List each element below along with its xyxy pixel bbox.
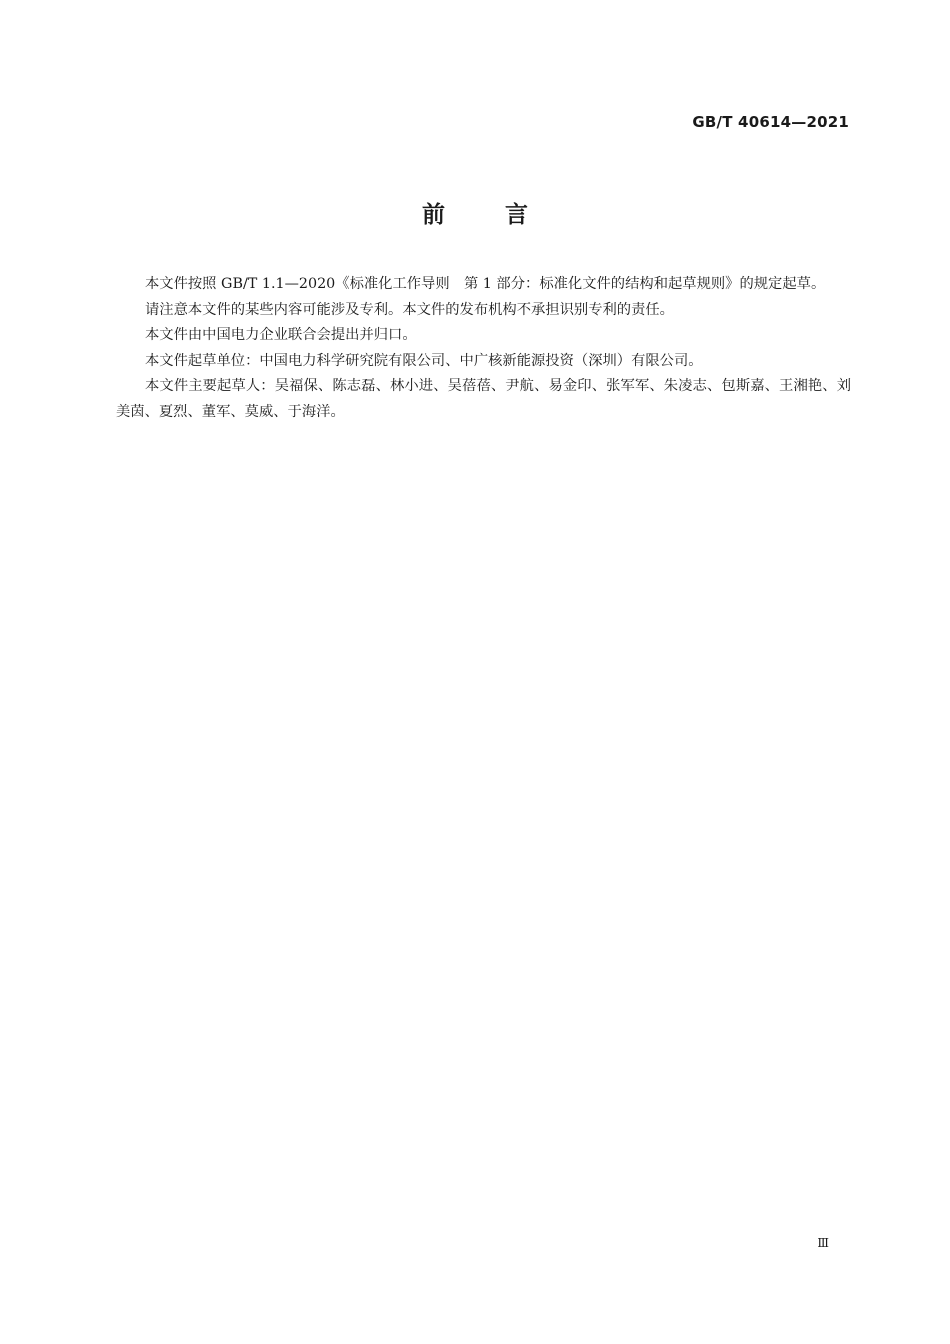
paragraph-drafting-rules: 本文件按照 GB/T 1.1—2020《标准化工作导则 第 1 部分：标准化文件的结构和起草规则》的规定起草。 bbox=[145, 276, 826, 292]
preface-body bbox=[116, 272, 851, 425]
standard-number: GB/T 40614—2021 bbox=[692, 113, 849, 131]
paragraph-patent-notice: 请注意本文件的某些内容可能涉及专利。本文件的发布机构不承担识别专利的责任。 bbox=[145, 301, 674, 318]
paragraph-drafting-units: 本文件起草单位：中国电力科学研究院有限公司、中广核新能源投资（深圳）有限公司。 bbox=[145, 352, 703, 369]
paragraph-drafters: 本文件主要起草人：吴福保、陈志磊、林小进、吴蓓蓓、尹航、易金印、张军军、朱凌志、包斯嘉、王湘艳、刘美茵、夏烈、董军、莫威、于海洋。 bbox=[116, 378, 851, 420]
page-number: Ⅲ bbox=[817, 1236, 829, 1250]
page-title: 前言 bbox=[422, 202, 588, 228]
paragraph-proposer: 本文件由中国电力企业联合会提出并归口。 bbox=[145, 327, 417, 343]
